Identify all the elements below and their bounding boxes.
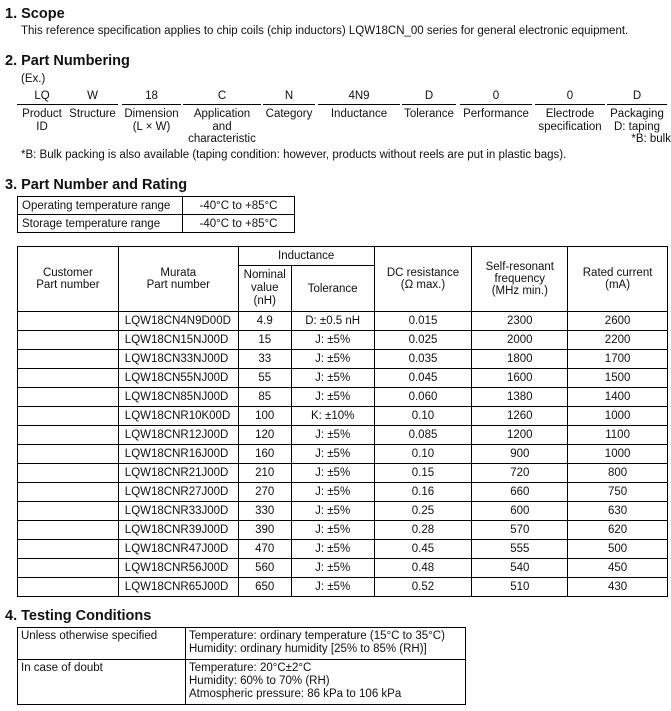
tolerance: J: ±5% (291, 464, 374, 483)
customer-part-number (18, 483, 119, 502)
part-numbering-heading: 2. Part Numbering (5, 53, 130, 69)
table-row (18, 483, 668, 502)
customer-part-number (18, 445, 119, 464)
rating-heading: 3. Part Number and Rating (5, 177, 188, 193)
customer-part-number (18, 559, 119, 578)
header-nominal: Nominal value (nH) (238, 266, 291, 312)
nominal-value: 270 (238, 483, 291, 502)
condition-details: Temperature: ordinary temperature (15°C to 35°C) Humidity: ordinary humidity [25% to 85% (RH)] (186, 628, 466, 660)
tolerance: J: ±5% (291, 502, 374, 521)
table-row (18, 197, 295, 215)
self-resonant-frequency: 555 (472, 540, 568, 559)
dc-resistance: 0.28 (374, 521, 472, 540)
part-code-label: Performance (463, 108, 529, 120)
self-resonant-frequency: 900 (472, 445, 568, 464)
self-resonant-frequency: 720 (472, 464, 568, 483)
murata-part-number: LQW18CNR12J00D (118, 426, 238, 445)
rated-current: 1000 (568, 445, 668, 464)
self-resonant-frequency: 1800 (472, 350, 568, 369)
nominal-value: 210 (238, 464, 291, 483)
table-row (18, 312, 668, 331)
customer-part-number (18, 312, 119, 331)
header-inductance: Inductance (238, 247, 374, 266)
customer-part-number (18, 540, 119, 559)
nominal-value: 15 (238, 331, 291, 350)
tolerance: J: ±5% (291, 331, 374, 350)
dc-resistance: 0.085 (374, 426, 472, 445)
dc-resistance: 0.48 (374, 559, 472, 578)
nominal-value: 100 (238, 407, 291, 426)
rated-current: 1100 (568, 426, 668, 445)
part-code: D (402, 90, 456, 105)
murata-part-number: LQW18CNR33J00D (118, 502, 238, 521)
rated-current: 500 (568, 540, 668, 559)
customer-part-number (18, 369, 119, 388)
testing-heading: 4. Testing Conditions (5, 608, 152, 624)
table-row (18, 540, 668, 559)
nominal-value: 560 (238, 559, 291, 578)
self-resonant-frequency: 600 (472, 502, 568, 521)
nominal-value: 650 (238, 578, 291, 597)
dc-resistance: 0.035 (374, 350, 472, 369)
table-row (18, 559, 668, 578)
self-resonant-frequency: 660 (472, 483, 568, 502)
table-row (18, 521, 668, 540)
dc-resistance: 0.16 (374, 483, 472, 502)
self-resonant-frequency: 1200 (472, 426, 568, 445)
part-code: 0 (460, 90, 532, 105)
self-resonant-frequency: 1600 (472, 369, 568, 388)
part-code: N (263, 90, 315, 105)
rated-current: 430 (568, 578, 668, 597)
rated-current: 630 (568, 502, 668, 521)
self-resonant-frequency: 540 (472, 559, 568, 578)
murata-part-number: LQW18CNR39J00D (118, 521, 238, 540)
scope-text: This reference specification applies to chip coils (chip inductors) LQW18CN_00 series for general electronic equipment. (21, 25, 629, 37)
rated-current: 750 (568, 483, 668, 502)
part-code-label: Inductance (330, 108, 388, 120)
customer-part-number (18, 388, 119, 407)
murata-part-number: LQW18CN55NJ00D (118, 369, 238, 388)
table-row (18, 426, 668, 445)
dc-resistance: 0.045 (374, 369, 472, 388)
murata-part-number: LQW18CNR65J00D (118, 578, 238, 597)
customer-part-number (18, 502, 119, 521)
dc-resistance: 0.25 (374, 502, 472, 521)
murata-part-number: LQW18CN4N9D00D (118, 312, 238, 331)
header-customer: Customer Part number (18, 247, 119, 312)
customer-part-number (18, 426, 119, 445)
table-row (18, 369, 668, 388)
rated-current: 1500 (568, 369, 668, 388)
customer-part-number (18, 331, 119, 350)
header-murata: Murata Part number (118, 247, 238, 312)
tolerance: J: ±5% (291, 350, 374, 369)
temperature-range-table (17, 196, 295, 233)
part-code-label: Dimension (L × W) (124, 108, 179, 133)
nominal-value: 85 (238, 388, 291, 407)
rated-current: 1000 (568, 407, 668, 426)
table-header-row (18, 247, 668, 266)
murata-part-number: LQW18CN85NJ00D (118, 388, 238, 407)
dc-resistance: 0.10 (374, 445, 472, 464)
part-code-label: Product ID (22, 108, 62, 133)
range-value: -40°C to +85°C (183, 215, 295, 233)
murata-part-number: LQW18CN33NJ00D (118, 350, 238, 369)
range-label: Storage temperature range (18, 215, 183, 233)
dc-resistance: 0.45 (374, 540, 472, 559)
part-code: D (607, 90, 667, 105)
murata-part-number: LQW18CNR56J00D (118, 559, 238, 578)
table-row (18, 628, 466, 660)
rated-current: 800 (568, 464, 668, 483)
self-resonant-frequency: 570 (472, 521, 568, 540)
tolerance: J: ±5% (291, 540, 374, 559)
scope-heading: 1. Scope (5, 6, 65, 22)
rated-current: 1400 (568, 388, 668, 407)
rated-current: 1700 (568, 350, 668, 369)
tolerance: J: ±5% (291, 426, 374, 445)
tolerance: K: ±10% (291, 407, 374, 426)
header-srf: Self-resonant frequency (MHz min.) (472, 247, 568, 312)
condition-label: Unless otherwise specified (18, 628, 186, 660)
rated-current: 450 (568, 559, 668, 578)
murata-part-number: LQW18CNR47J00D (118, 540, 238, 559)
part-code: 0 (535, 90, 605, 105)
table-row (18, 578, 668, 597)
tolerance: J: ±5% (291, 521, 374, 540)
part-code: W (67, 90, 118, 105)
part-code: 4N9 (318, 90, 400, 105)
condition-label: In case of doubt (18, 660, 186, 705)
part-rating-table (17, 246, 668, 597)
part-code-label: Tolerance (404, 108, 454, 120)
dc-resistance: 0.060 (374, 388, 472, 407)
self-resonant-frequency: 2000 (472, 331, 568, 350)
murata-part-number: LQW18CN15NJ00D (118, 331, 238, 350)
self-resonant-frequency: 1380 (472, 388, 568, 407)
dc-resistance: 0.015 (374, 312, 472, 331)
condition-details: Temperature: 20°C±2°C Humidity: 60% to 70% (RH) Atmospheric pressure: 86 kPa to 106 kPa (186, 660, 466, 705)
table-row (18, 502, 668, 521)
table-row (18, 464, 668, 483)
nominal-value: 33 (238, 350, 291, 369)
part-code: C (183, 90, 261, 105)
bulk-note: *B: Bulk packing is also available (taping condition: however, products without reels are put in plastic bags). (21, 149, 567, 161)
nominal-value: 470 (238, 540, 291, 559)
tolerance: J: ±5% (291, 559, 374, 578)
tolerance: J: ±5% (291, 388, 374, 407)
nominal-value: 120 (238, 426, 291, 445)
header-rated-current: Rated current (mA) (568, 247, 668, 312)
dc-resistance: 0.15 (374, 464, 472, 483)
table-row (18, 388, 668, 407)
self-resonant-frequency: 510 (472, 578, 568, 597)
rated-current: 2600 (568, 312, 668, 331)
customer-part-number (18, 521, 119, 540)
tolerance: D: ±0.5 nH (291, 312, 374, 331)
murata-part-number: LQW18CNR21J00D (118, 464, 238, 483)
rated-current: 2200 (568, 331, 668, 350)
table-row (18, 215, 295, 233)
customer-part-number (18, 350, 119, 369)
testing-conditions-table (17, 627, 466, 705)
nominal-value: 330 (238, 502, 291, 521)
tolerance: J: ±5% (291, 369, 374, 388)
range-label: Operating temperature range (18, 197, 183, 215)
table-row (18, 350, 668, 369)
murata-part-number: LQW18CNR10K00D (118, 407, 238, 426)
example-label: (Ex.) (21, 73, 46, 85)
nominal-value: 4.9 (238, 312, 291, 331)
part-code-label: Structure (69, 108, 116, 120)
nominal-value: 55 (238, 369, 291, 388)
rated-current: 620 (568, 521, 668, 540)
table-row (18, 445, 668, 464)
part-code-label: Application and characteristic (188, 108, 256, 145)
nominal-value: 390 (238, 521, 291, 540)
header-dc-resistance: DC resistance (Ω max.) (374, 247, 472, 312)
dc-resistance: 0.025 (374, 331, 472, 350)
part-code-label: Category (265, 108, 313, 120)
tolerance: J: ±5% (291, 578, 374, 597)
range-value: -40°C to +85°C (183, 197, 295, 215)
murata-part-number: LQW18CNR27J00D (118, 483, 238, 502)
nominal-value: 160 (238, 445, 291, 464)
self-resonant-frequency: 1260 (472, 407, 568, 426)
dc-resistance: 0.10 (374, 407, 472, 426)
dc-resistance: 0.52 (374, 578, 472, 597)
part-code: 18 (122, 90, 181, 105)
part-code-label: Packaging D: taping *B: bulk (610, 108, 671, 145)
header-tolerance: Tolerance (291, 266, 374, 312)
tolerance: J: ±5% (291, 445, 374, 464)
table-row (18, 331, 668, 350)
table-row (18, 660, 466, 705)
customer-part-number (18, 464, 119, 483)
tolerance: J: ±5% (291, 483, 374, 502)
part-code-label: Electrode specification (538, 108, 602, 133)
table-row (18, 407, 668, 426)
part-code: LQ (17, 90, 67, 105)
customer-part-number (18, 407, 119, 426)
murata-part-number: LQW18CNR16J00D (118, 445, 238, 464)
self-resonant-frequency: 2300 (472, 312, 568, 331)
customer-part-number (18, 578, 119, 597)
